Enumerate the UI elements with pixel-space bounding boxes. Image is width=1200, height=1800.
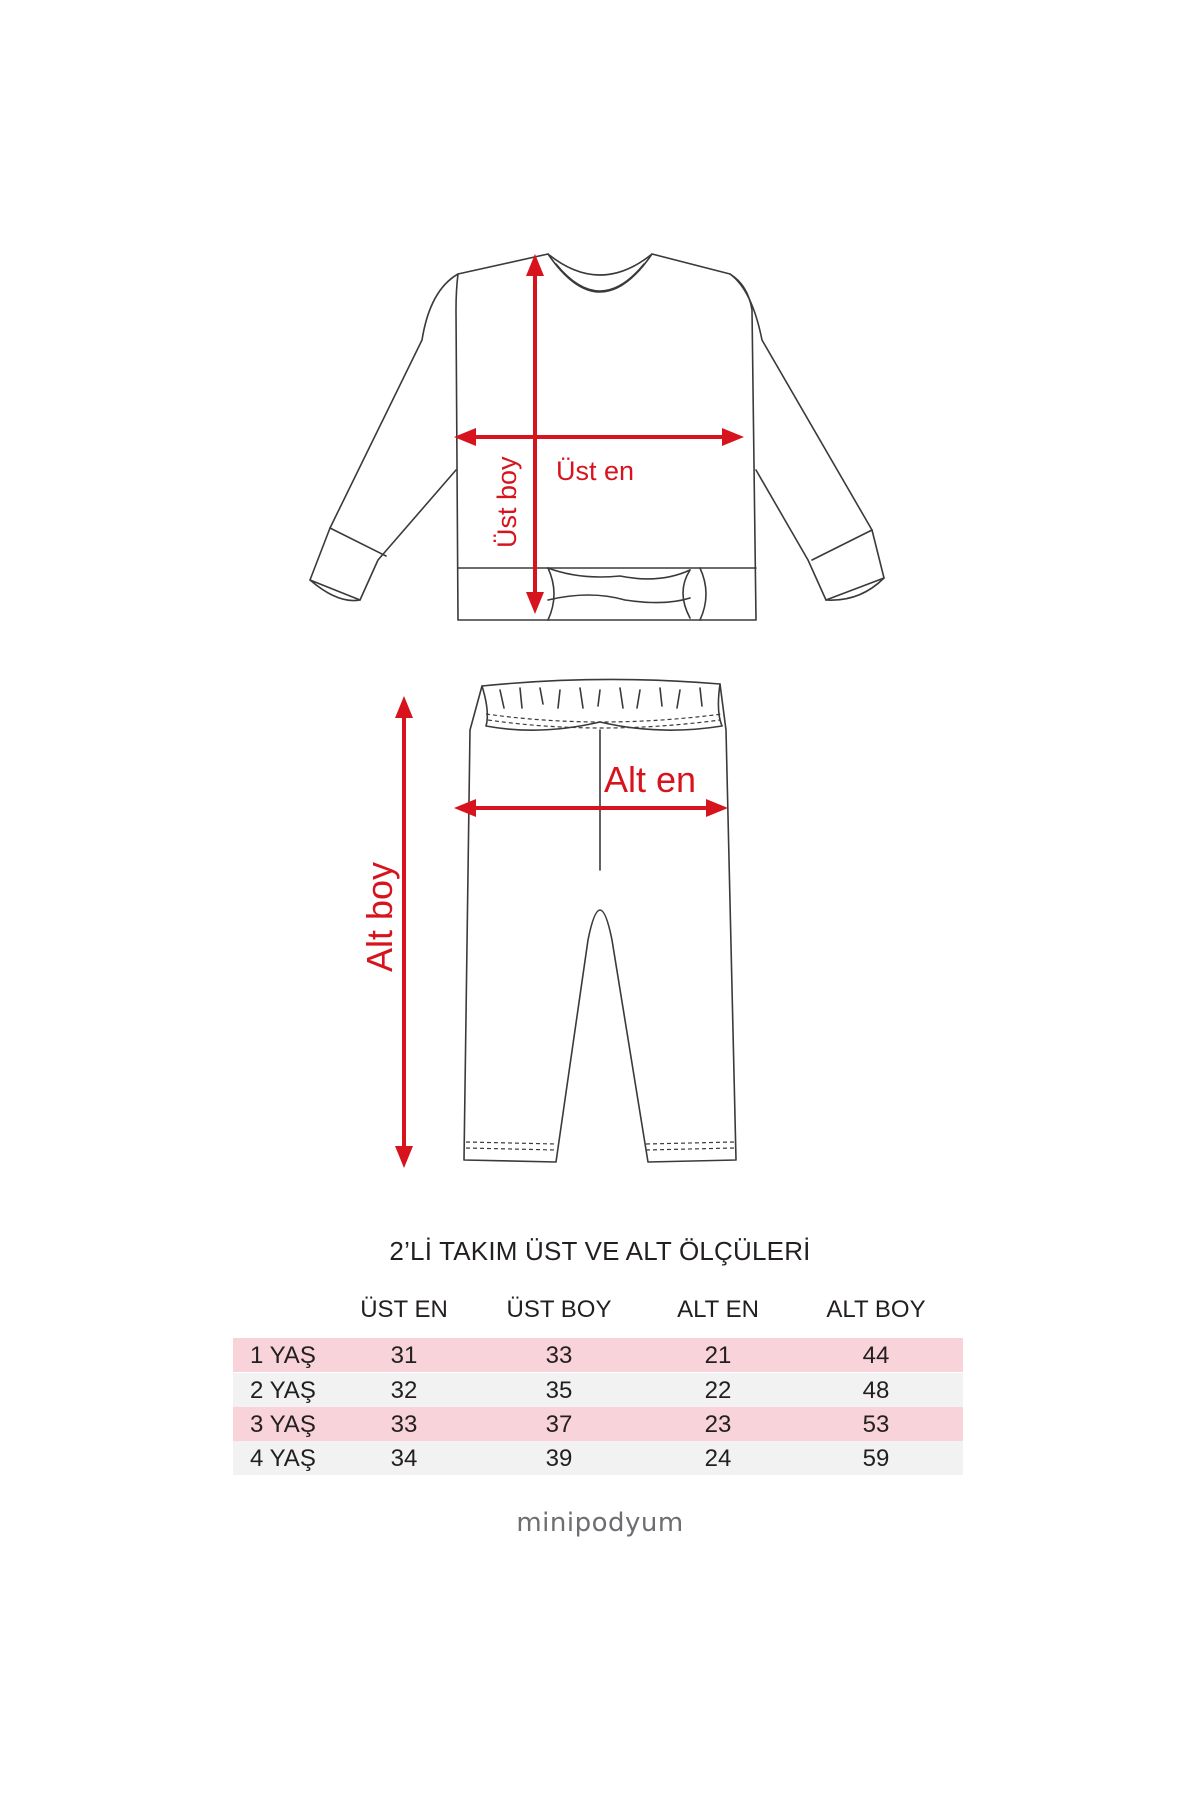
row-age: 1 YAŞ — [250, 1342, 316, 1369]
cell-ust-en: 31 — [390, 1342, 418, 1369]
cell-ust-en: 34 — [390, 1445, 418, 1472]
cell-alt-boy: 59 — [862, 1445, 890, 1472]
top-width-arrow — [454, 428, 744, 446]
cell-ust-en: 32 — [390, 1377, 418, 1404]
table-row — [233, 1338, 963, 1372]
cell-alt-en: 21 — [704, 1342, 732, 1369]
col-header-ust-en: ÜST EN — [360, 1296, 448, 1323]
cell-ust-boy: 39 — [545, 1445, 573, 1472]
bottom-length-label: Alt boy — [359, 861, 400, 972]
cell-alt-en: 24 — [704, 1445, 732, 1472]
table-header — [233, 1296, 963, 1330]
cell-ust-boy: 35 — [545, 1377, 573, 1404]
bottom-width-label: Alt en — [604, 759, 697, 800]
table-row — [233, 1441, 963, 1475]
pants-drawing — [464, 679, 736, 1162]
top-length-label: Üst boy — [492, 456, 522, 548]
row-age: 3 YAŞ — [250, 1411, 316, 1438]
col-header-alt-en: ALT EN — [677, 1296, 759, 1323]
row-age: 2 YAŞ — [250, 1377, 316, 1404]
cell-alt-boy: 44 — [862, 1342, 890, 1369]
cell-ust-en: 33 — [390, 1411, 418, 1438]
col-header-alt-boy: ALT BOY — [826, 1296, 926, 1323]
table-row — [233, 1407, 963, 1441]
cell-ust-boy: 37 — [545, 1411, 573, 1438]
cell-alt-boy: 48 — [862, 1377, 890, 1404]
brand-logo: minipodyum — [516, 1508, 684, 1538]
row-age: 4 YAŞ — [250, 1445, 316, 1472]
top-length-arrow — [526, 254, 544, 614]
table-row — [233, 1373, 963, 1407]
table-title: 2’Lİ TAKIM ÜST VE ALT ÖLÇÜLERİ — [389, 1236, 811, 1266]
top-width-label: Üst en — [556, 456, 635, 486]
cell-alt-en: 23 — [704, 1411, 732, 1438]
cell-alt-boy: 53 — [862, 1411, 890, 1438]
cell-alt-en: 22 — [704, 1377, 732, 1404]
cell-ust-boy: 33 — [545, 1342, 573, 1369]
col-header-ust-boy: ÜST BOY — [506, 1296, 612, 1323]
bottom-width-arrow — [454, 799, 728, 817]
